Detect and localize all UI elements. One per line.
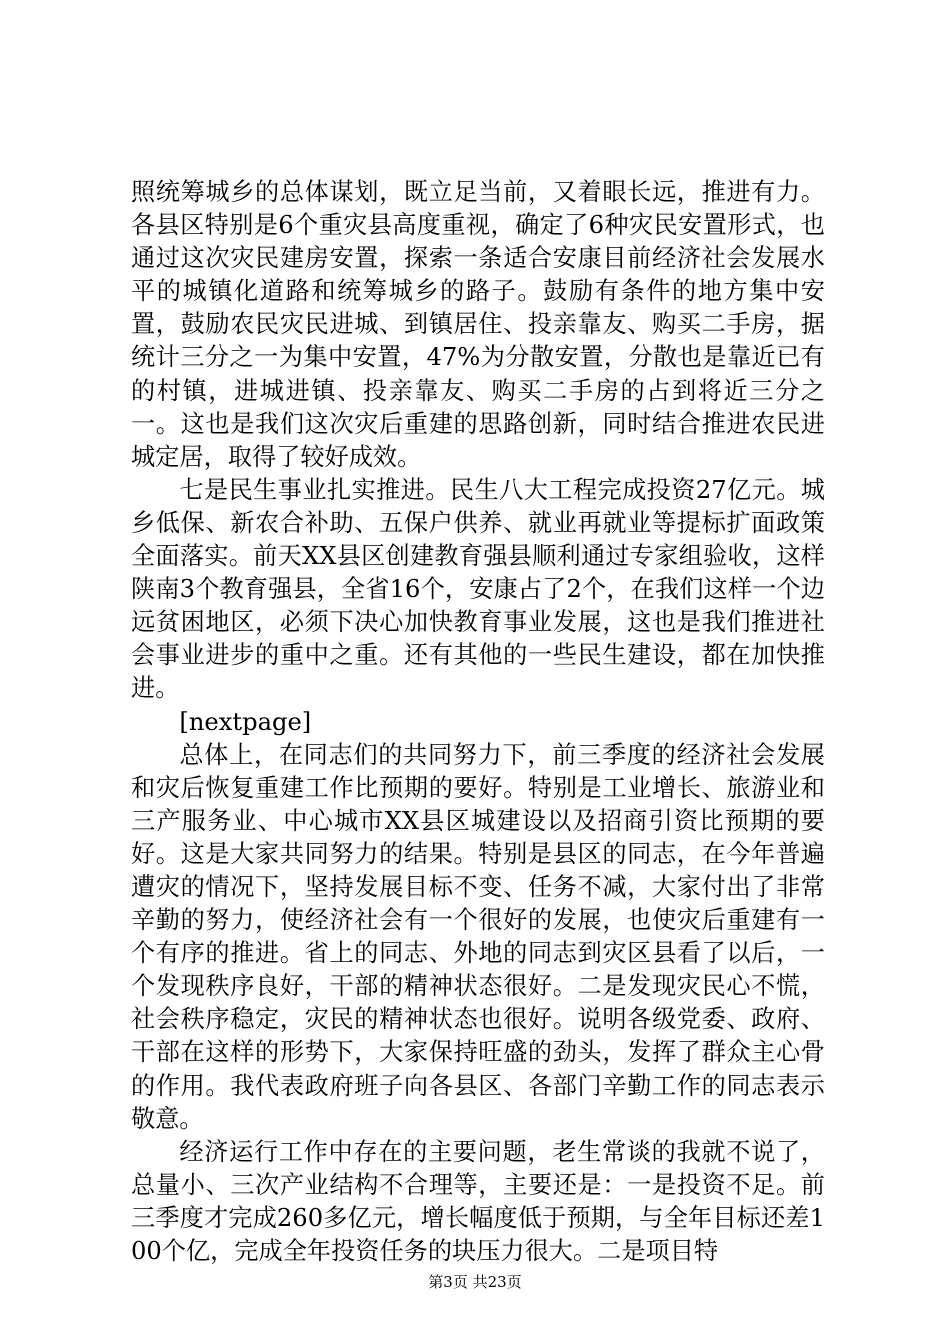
page-number: 第3页 共23页 — [428, 1273, 522, 1291]
nextpage-marker: [nextpage] — [179, 707, 312, 736]
paragraph-1: 照统筹城乡的总体谋划，既立足当前，又着眼长远，推进有力。各县区特别是6个重灾县高度重视，确定了6种灾民安置形式，也通过这次灾民建房安置，探索一条适合安康目前经济社会发展水平的城镇化道路和统筹城乡的路子。鼓励有条件的地方集中安置，鼓励农民灾民进城、到镇居住、投亲靠友、购买二手房，据统计三分之一为集中安置，47%为分散安置，分散也是靠近已有的村镇，进城进镇、投亲靠友、购买二手房的占到将近三分之一。这也是我们这次灾后重建的思路创新，同时结合推进农民进城定居，取得了较好成效。 — [131, 178, 825, 471]
body-text — [131, 176, 825, 1268]
paragraph-2: 七是民生事业扎实推进。民生八大工程完成投资27亿元。城乡低保、新农合补助、五保户供养、就业再就业等提标扩面政策全面落实。前天XX县区创建教育强县顺利通过专家组验收，这样陕南3个教育强县，全省16个，安康占了2个，在我们这样一个边远贫困地区，必须下决心加快教育事业发展，这也是我们推进社会事业进步的重中之重。还有其他的一些民生建设，都在加快推进。 — [131, 475, 825, 703]
paragraph-4: 经济运行工作中存在的主要问题，老生常谈的我就不说了，总量小、三次产业结构不合理等，主要还是：一是投资不足。前三季度才完成260多亿元，增长幅度低于预期，与全年目标还差100个亿，完成全年投资任务的块压力很大。二是项目特 — [131, 1137, 825, 1265]
page-footer — [0, 1273, 950, 1291]
paragraph-3: 总体上，在同志们的共同努力下，前三季度的经济社会发展和灾后恢复重建工作比预期的要好。特别是工业增长、旅游业和三产服务业、中心城市XX县区城建设以及招商引资比预期的要好。这是大家共同努力的结果。特别是县区的同志，在今年普遍遭灾的情况下，坚持发展目标不变、任务不减，大家付出了非常辛勤的努力，使经济社会有一个很好的发展，也使灾后重建有一个有序的推进。省上的同志、外地的同志到灾区县看了以后，一个发现秩序良好，干部的精神状态很好。二是发现灾民心不慌，社会秩序稳定，灾民的精神状态也很好。说明各级党委、政府、干部在这样的形势下，大家保持旺盛的劲头，发挥了群众主心骨的作用。我代表政府班子向各县区、各部门辛勤工作的同志表示敬意。 — [131, 740, 825, 1133]
